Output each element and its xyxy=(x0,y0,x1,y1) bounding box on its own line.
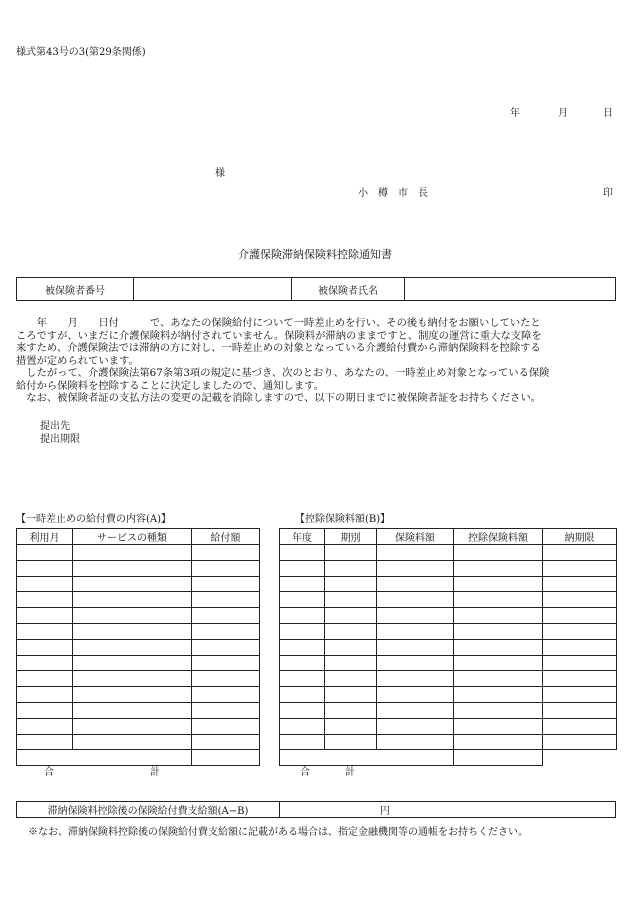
body-line: 給付から保険料を控除することに決定しましたので、通知します。 xyxy=(16,379,324,392)
table-cell[interactable] xyxy=(454,687,543,703)
table-a-total-left: 合 xyxy=(44,767,54,778)
table-cell[interactable] xyxy=(325,560,377,576)
table-cell[interactable] xyxy=(73,545,192,561)
table-cell[interactable] xyxy=(325,576,377,592)
table-cell[interactable] xyxy=(377,576,454,592)
table-cell[interactable] xyxy=(454,702,543,718)
body-line: なお、被保険者証の支払方法の変更の記載を消除しますので、以下の期日までに被保険者証をお持ちください。 xyxy=(16,392,541,404)
table-cell[interactable] xyxy=(543,734,617,750)
total-value-cell[interactable] xyxy=(192,750,260,766)
deduction-premium-table xyxy=(279,528,617,766)
table-row xyxy=(280,734,617,750)
table-cell[interactable] xyxy=(454,718,543,734)
table-cell[interactable] xyxy=(73,734,192,750)
table-row xyxy=(280,560,617,576)
table-cell[interactable] xyxy=(325,545,377,561)
table-cell[interactable] xyxy=(454,560,543,576)
total-value-cell[interactable] xyxy=(454,750,543,766)
sender-title: 小 樽 市 長 xyxy=(358,188,428,199)
table-row xyxy=(280,623,617,639)
table-cell[interactable] xyxy=(325,671,377,687)
table-cell[interactable] xyxy=(192,560,260,576)
table-cell[interactable] xyxy=(17,687,73,703)
column-header: 控除保険料額 xyxy=(454,529,543,545)
table-row xyxy=(280,655,617,671)
table-cell[interactable] xyxy=(192,639,260,655)
table-cell[interactable] xyxy=(325,734,377,750)
table-cell[interactable] xyxy=(280,545,325,561)
table-cell[interactable] xyxy=(17,608,73,624)
table-row xyxy=(17,687,260,703)
table-cell[interactable] xyxy=(377,592,454,608)
table-cell[interactable] xyxy=(17,639,73,655)
table-cell[interactable] xyxy=(543,592,617,608)
total-row xyxy=(17,750,260,766)
body-line: 年 月 日付 で、あなたの保険給付について一時差止めを行い、その後も納付をお願いしていたと xyxy=(16,317,541,329)
footnote: ※なお、滞納保険料控除後の保険給付費支給額に記載がある場合は、指定金融機関等の通帳をお持ちください。 xyxy=(28,827,528,838)
table-cell[interactable] xyxy=(17,655,73,671)
table-cell[interactable] xyxy=(73,655,192,671)
submission-place-label: 提出先 xyxy=(40,421,70,432)
table-cell[interactable] xyxy=(280,655,325,671)
column-header: 給付額 xyxy=(192,529,260,545)
table-cell[interactable] xyxy=(454,639,543,655)
table-cell[interactable] xyxy=(543,545,617,561)
table-row xyxy=(17,560,260,576)
submission-deadline-label: 提出期限 xyxy=(40,434,80,445)
table-cell[interactable] xyxy=(192,623,260,639)
table-cell[interactable] xyxy=(192,545,260,561)
table-cell[interactable] xyxy=(192,671,260,687)
table-a-total-right: 計 xyxy=(150,767,160,778)
table-cell[interactable] xyxy=(377,734,454,750)
table-cell[interactable] xyxy=(454,671,543,687)
table-cell[interactable] xyxy=(280,592,325,608)
table-cell[interactable] xyxy=(17,560,73,576)
table-cell[interactable] xyxy=(377,687,454,703)
table-cell[interactable] xyxy=(325,623,377,639)
column-header: 納期限 xyxy=(543,529,617,545)
table-row xyxy=(280,592,617,608)
body-line: 来すため、介護保険法では滞納の方に対し、一時差止めの対象となっている介護給付費から滞納保険料を控除する xyxy=(16,342,541,354)
table-cell[interactable] xyxy=(280,702,325,718)
table-cell[interactable] xyxy=(543,608,617,624)
table-cell[interactable] xyxy=(377,718,454,734)
table-cell[interactable] xyxy=(543,718,617,734)
payment-amount-field[interactable] xyxy=(280,802,616,818)
table-cell[interactable] xyxy=(280,718,325,734)
column-header: 期別 xyxy=(325,529,377,545)
payment-amount-table xyxy=(16,801,616,818)
insured-number-label: 被保険者番号 xyxy=(17,278,134,301)
table-cell[interactable] xyxy=(280,576,325,592)
table-row xyxy=(17,671,260,687)
date-day-label: 日 xyxy=(603,108,613,119)
table-cell[interactable] xyxy=(454,576,543,592)
total-value-cell[interactable] xyxy=(543,750,617,766)
table-row xyxy=(280,671,617,687)
document-title: 介護保険滞納保険料控除通知書 xyxy=(238,248,392,261)
table-cell[interactable] xyxy=(192,592,260,608)
total-label-cell xyxy=(280,750,454,766)
table-cell[interactable] xyxy=(192,655,260,671)
table-row xyxy=(17,623,260,639)
table-row xyxy=(280,576,617,592)
notice-body xyxy=(16,317,616,405)
table-cell[interactable] xyxy=(377,560,454,576)
insured-number-field[interactable] xyxy=(134,278,292,301)
table-cell[interactable] xyxy=(543,623,617,639)
body-line: ころですが、いまだに介護保険料が納付されていません。保険料が滞納のままですと、制度の運営に重大な支障を xyxy=(16,329,542,342)
table-row xyxy=(17,608,260,624)
table-cell[interactable] xyxy=(454,608,543,624)
table-row xyxy=(17,718,260,734)
table-b-total-right: 計 xyxy=(345,767,355,778)
table-row xyxy=(17,545,260,561)
date-month-label: 月 xyxy=(558,108,568,119)
date-year-label: 年 xyxy=(510,108,520,119)
column-header: 利用月 xyxy=(17,529,73,545)
table-cell[interactable] xyxy=(17,734,73,750)
table-row xyxy=(17,576,260,592)
table-cell[interactable] xyxy=(73,639,192,655)
table-cell[interactable] xyxy=(280,560,325,576)
table-cell[interactable] xyxy=(17,576,73,592)
table-cell[interactable] xyxy=(17,592,73,608)
seal-mark: 印 xyxy=(603,188,613,199)
table-cell[interactable] xyxy=(543,687,617,703)
table-a-caption: 【一時差止めの給付費の内容(A)】 xyxy=(16,514,172,525)
table-row xyxy=(280,608,617,624)
table-row xyxy=(280,545,617,561)
table-cell[interactable] xyxy=(192,576,260,592)
table-row xyxy=(280,639,617,655)
table-cell[interactable] xyxy=(73,718,192,734)
insured-name-label: 被保険者氏名 xyxy=(292,278,405,301)
table-cell[interactable] xyxy=(377,639,454,655)
table-cell[interactable] xyxy=(454,545,543,561)
column-header: 年度 xyxy=(280,529,325,545)
table-row xyxy=(280,687,617,703)
table-cell[interactable] xyxy=(192,718,260,734)
table-cell[interactable] xyxy=(17,623,73,639)
yen-unit: 円 xyxy=(380,806,390,817)
table-cell[interactable] xyxy=(280,671,325,687)
table-b-caption: 【控除保険料額(B)】 xyxy=(295,514,391,525)
table-cell[interactable] xyxy=(280,608,325,624)
total-row xyxy=(280,750,617,766)
table-row xyxy=(17,702,260,718)
benefit-suspension-table xyxy=(16,528,260,766)
table-row xyxy=(280,702,617,718)
table-cell[interactable] xyxy=(377,671,454,687)
table-cell[interactable] xyxy=(73,576,192,592)
table-cell[interactable] xyxy=(280,623,325,639)
table-cell[interactable] xyxy=(543,576,617,592)
table-cell[interactable] xyxy=(280,687,325,703)
table-row xyxy=(17,592,260,608)
table-cell[interactable] xyxy=(73,687,192,703)
table-cell[interactable] xyxy=(325,608,377,624)
table-cell[interactable] xyxy=(73,592,192,608)
table-row xyxy=(17,734,260,750)
table-b-total-left: 合 xyxy=(300,767,310,778)
table-cell[interactable] xyxy=(377,702,454,718)
table-cell[interactable] xyxy=(73,702,192,718)
table-cell[interactable] xyxy=(543,671,617,687)
table-cell[interactable] xyxy=(454,623,543,639)
table-cell[interactable] xyxy=(17,718,73,734)
table-row xyxy=(280,718,617,734)
table-cell[interactable] xyxy=(325,592,377,608)
table-cell[interactable] xyxy=(73,623,192,639)
table-cell[interactable] xyxy=(543,702,617,718)
body-line: したがって、介護保険法第67条第3項の規定に基づき、次のとおり、あなたの、一時差止め対象となっている保険 xyxy=(16,367,550,379)
recipient-honorific: 様 xyxy=(215,168,225,179)
table-cell[interactable] xyxy=(377,545,454,561)
insured-info-table xyxy=(16,277,616,301)
table-cell[interactable] xyxy=(543,639,617,655)
table-cell[interactable] xyxy=(192,734,260,750)
payment-amount-label: 滞納保険料控除後の保険給付費支給額(A−B) xyxy=(17,802,280,818)
table-cell[interactable] xyxy=(543,560,617,576)
total-label-cell xyxy=(17,750,192,766)
table-cell[interactable] xyxy=(73,560,192,576)
table-row xyxy=(17,655,260,671)
column-header: 保険料額 xyxy=(377,529,454,545)
table-cell[interactable] xyxy=(17,671,73,687)
table-cell[interactable] xyxy=(377,608,454,624)
table-cell[interactable] xyxy=(280,639,325,655)
table-cell[interactable] xyxy=(454,655,543,671)
table-cell[interactable] xyxy=(377,623,454,639)
table-cell[interactable] xyxy=(73,671,192,687)
body-line: 措置が定められています。 xyxy=(16,354,139,367)
form-number: 様式第43号の3(第29条関係) xyxy=(16,47,146,58)
table-cell[interactable] xyxy=(377,655,454,671)
table-cell[interactable] xyxy=(192,687,260,703)
table-cell[interactable] xyxy=(543,655,617,671)
table-cell[interactable] xyxy=(17,702,73,718)
table-cell[interactable] xyxy=(280,734,325,750)
table-cell[interactable] xyxy=(325,687,377,703)
table-cell[interactable] xyxy=(73,608,192,624)
table-cell[interactable] xyxy=(454,592,543,608)
table-cell[interactable] xyxy=(454,734,543,750)
table-row xyxy=(17,639,260,655)
table-cell[interactable] xyxy=(325,655,377,671)
table-cell[interactable] xyxy=(17,545,73,561)
insured-name-field[interactable] xyxy=(405,278,616,301)
table-cell[interactable] xyxy=(325,702,377,718)
table-cell[interactable] xyxy=(192,608,260,624)
table-cell[interactable] xyxy=(325,718,377,734)
table-cell[interactable] xyxy=(192,702,260,718)
table-cell[interactable] xyxy=(325,639,377,655)
column-header: サービスの種類 xyxy=(73,529,192,545)
